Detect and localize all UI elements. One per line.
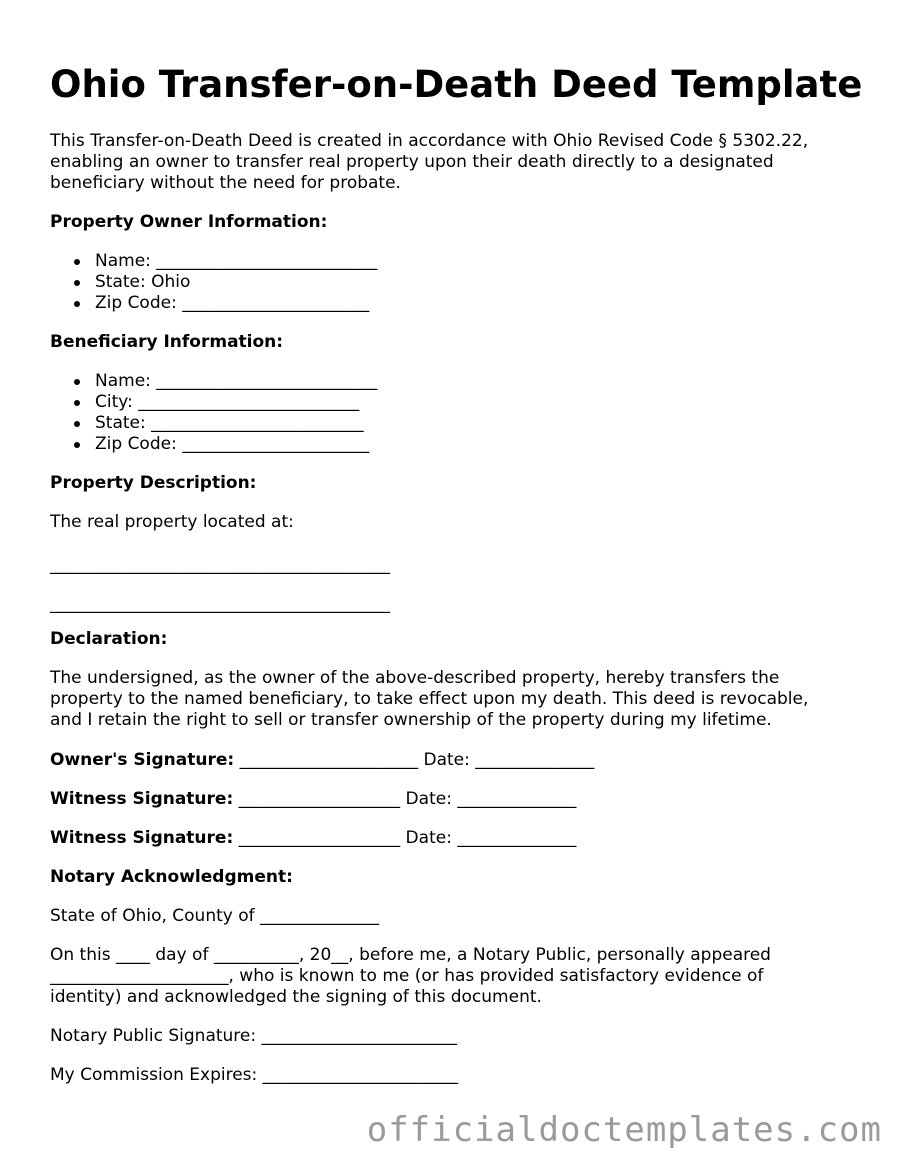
property-description-heading: Property Description:	[50, 473, 257, 493]
notary-heading: Notary Acknowledgment:	[50, 867, 293, 887]
beneficiary-city-field: City: __________________________	[95, 392, 360, 412]
list-item	[50, 251, 377, 272]
bullet-icon	[74, 280, 80, 286]
declaration-heading: Declaration:	[50, 629, 168, 649]
beneficiary-name-field: Name: __________________________	[95, 371, 378, 391]
list-item	[50, 434, 377, 455]
owner-zip-field: Zip Code: ______________________	[95, 293, 370, 313]
bullet-icon	[74, 379, 80, 385]
witness-signature-line	[50, 828, 576, 849]
notary-signature-line: Notary Public Signature: _______________________	[50, 1026, 458, 1046]
declaration-line: and I retain the right to sell or transfer ownership of the property during my lifetime.	[50, 710, 772, 730]
declaration-line: property to the named beneficiary, to take effect upon my death. This deed is revocable,	[50, 689, 809, 709]
signature-blanks: ___________________ Date: ______________	[233, 789, 577, 809]
signature-label: Witness Signature:	[50, 828, 234, 848]
witness-signature-line	[50, 789, 576, 810]
site-watermark: officialdoctemplates.com	[366, 1110, 882, 1150]
beneficiary-zip-field: Zip Code: ______________________	[95, 434, 370, 454]
property-address-line: ________________________________________	[50, 594, 390, 614]
owner-signature-line	[50, 750, 594, 771]
signature-blanks: _____________________ Date: ______________	[234, 750, 595, 770]
owner-info-heading: Property Owner Information:	[50, 212, 328, 232]
property-location-text: The real property located at:	[50, 512, 294, 532]
signature-label: Witness Signature:	[50, 789, 234, 809]
notary-statement-line: identity) and acknowledged the signing of this document.	[50, 987, 542, 1007]
owner-info-list	[50, 251, 377, 314]
beneficiary-state-field: State: _________________________	[95, 413, 364, 433]
signature-blanks: ___________________ Date: ______________	[233, 828, 577, 848]
intro-line: enabling an owner to transfer real property upon their death directly to a designated	[50, 152, 774, 172]
bullet-icon	[74, 442, 80, 448]
bullet-icon	[74, 259, 80, 265]
declaration-line: The undersigned, as the owner of the above-described property, hereby transfers the	[50, 668, 780, 688]
beneficiary-info-heading: Beneficiary Information:	[50, 332, 284, 352]
intro-line: beneficiary without the need for probate.	[50, 173, 401, 193]
list-item	[50, 413, 377, 434]
list-item	[50, 371, 377, 392]
intro-line: This Transfer-on-Death Deed is created in accordance with Ohio Revised Code § 5302.22,	[50, 131, 809, 151]
list-item	[50, 392, 377, 413]
bullet-icon	[74, 421, 80, 427]
list-item	[50, 272, 377, 293]
bullet-icon	[74, 400, 80, 406]
commission-expires-line: My Commission Expires: _______________________	[50, 1065, 459, 1085]
owner-state-field: State: Ohio	[95, 272, 191, 292]
document-title: Ohio Transfer-on-Death Deed Template	[50, 63, 863, 106]
bullet-icon	[74, 301, 80, 307]
list-item	[50, 293, 377, 314]
beneficiary-info-list	[50, 371, 377, 455]
notary-county-line: State of Ohio, County of ______________	[50, 906, 380, 926]
property-address-line: ________________________________________	[50, 555, 390, 575]
notary-statement-line: _____________________, who is known to me (or has provided satisfactory evidence of	[50, 966, 764, 986]
signature-label: Owner's Signature:	[50, 750, 235, 770]
owner-name-field: Name: __________________________	[95, 251, 378, 271]
notary-statement-line: On this ____ day of __________, 20__, before me, a Notary Public, personally appeared	[50, 945, 771, 965]
